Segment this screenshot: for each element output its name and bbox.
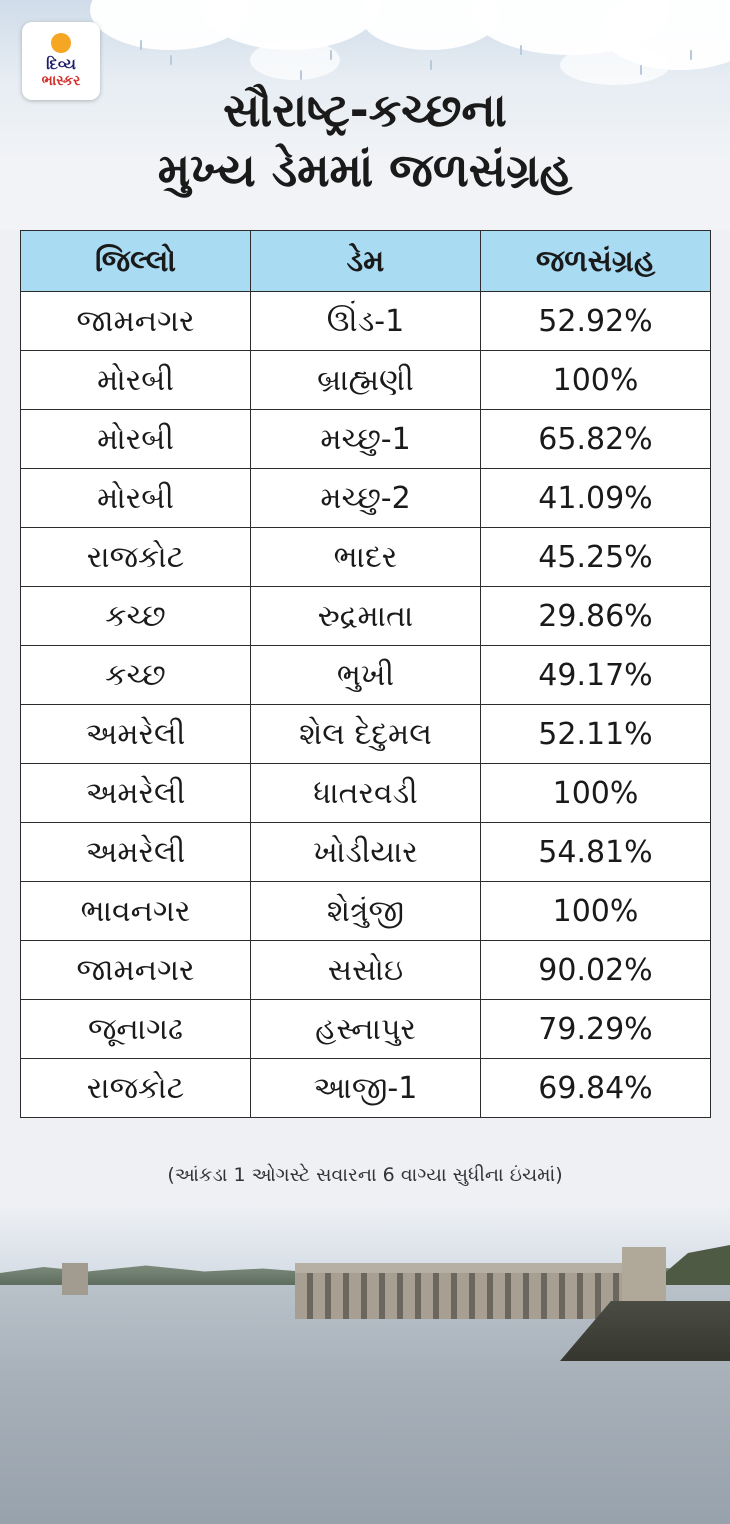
- cell-storage: 52.11%: [481, 705, 711, 764]
- sun-icon: [51, 33, 71, 53]
- header-storage: જળસંગ્રહ: [481, 231, 711, 292]
- cell-dam: ખોડીયાર: [251, 823, 481, 882]
- cell-storage: 29.86%: [481, 587, 711, 646]
- cell-district: કચ્છ: [21, 646, 251, 705]
- cell-dam: સસોઇ: [251, 941, 481, 1000]
- table-row: [21, 469, 711, 528]
- cell-storage: 65.82%: [481, 410, 711, 469]
- header-dam: ડેમ: [251, 231, 481, 292]
- intake-tower: [62, 1263, 88, 1295]
- dam-bridge: [295, 1265, 625, 1319]
- cell-storage: 69.84%: [481, 1059, 711, 1118]
- cell-dam: હસ્નાપુર: [251, 1000, 481, 1059]
- dam-photo: [0, 1205, 730, 1524]
- cell-dam: ધાતરવડી: [251, 764, 481, 823]
- cell-storage: 45.25%: [481, 528, 711, 587]
- table-row: [21, 410, 711, 469]
- table-row: [21, 941, 711, 1000]
- cell-district: રાજકોટ: [21, 528, 251, 587]
- cell-district: અમરેલી: [21, 764, 251, 823]
- cell-storage: 52.92%: [481, 292, 711, 351]
- dam-bridge-deck: [295, 1263, 625, 1273]
- cell-district: રાજકોટ: [21, 1059, 251, 1118]
- cell-district: ભાવનગર: [21, 882, 251, 941]
- table-row: [21, 705, 711, 764]
- cell-district: જામનગર: [21, 941, 251, 1000]
- cell-storage: 79.29%: [481, 1000, 711, 1059]
- cell-dam: મચ્છુ-2: [251, 469, 481, 528]
- cell-dam: મચ્છુ-1: [251, 410, 481, 469]
- dam-storage-table: [20, 230, 711, 1118]
- footnote: (આંકડા 1 ઓગસ્ટે સવારના 6 વાગ્યા સુધીના ઇંચમાં): [167, 1164, 563, 1186]
- page-title: [0, 80, 730, 200]
- logo-text-line2: ભાસ્કર: [41, 72, 81, 89]
- cell-district: મોરબી: [21, 410, 251, 469]
- cell-district: જામનગર: [21, 292, 251, 351]
- cell-storage: 100%: [481, 882, 711, 941]
- table-row: [21, 1000, 711, 1059]
- cell-district: અમરેલી: [21, 823, 251, 882]
- cell-storage: 41.09%: [481, 469, 711, 528]
- table-row: [21, 646, 711, 705]
- table-row: [21, 528, 711, 587]
- logo-text-line1: દિવ્ય: [46, 54, 76, 73]
- cell-storage: 100%: [481, 764, 711, 823]
- table-row: [21, 764, 711, 823]
- cell-dam: આજી-1: [251, 1059, 481, 1118]
- cell-district: જૂનાગઢ: [21, 1000, 251, 1059]
- header-district: જિલ્લો: [21, 231, 251, 292]
- table-row: [21, 1059, 711, 1118]
- title-line1: સૌરાષ્ટ્ર-કચ્છના: [223, 83, 507, 137]
- title-line2: મુખ્ય ડેમમાં જળસંગ્રહ: [157, 143, 573, 197]
- cell-dam: બ્રાહ્મણી: [251, 351, 481, 410]
- cell-district: મોરબી: [21, 351, 251, 410]
- cell-storage: 54.81%: [481, 823, 711, 882]
- table-row: [21, 351, 711, 410]
- table-header-row: [21, 231, 711, 292]
- cell-dam: ભાદર: [251, 528, 481, 587]
- cell-district: કચ્છ: [21, 587, 251, 646]
- cell-district: અમરેલી: [21, 705, 251, 764]
- cell-dam: શેત્રુંજી: [251, 882, 481, 941]
- table-row: [21, 292, 711, 351]
- cell-storage: 49.17%: [481, 646, 711, 705]
- cell-district: મોરબી: [21, 469, 251, 528]
- cell-dam: ઊંડ-1: [251, 292, 481, 351]
- cell-storage: 100%: [481, 351, 711, 410]
- cell-dam: રુદ્રમાતા: [251, 587, 481, 646]
- table-row: [21, 882, 711, 941]
- cell-storage: 90.02%: [481, 941, 711, 1000]
- cell-dam: શેલ દેદુમલ: [251, 705, 481, 764]
- cell-dam: ભુખી: [251, 646, 481, 705]
- table-row: [21, 587, 711, 646]
- table-row: [21, 823, 711, 882]
